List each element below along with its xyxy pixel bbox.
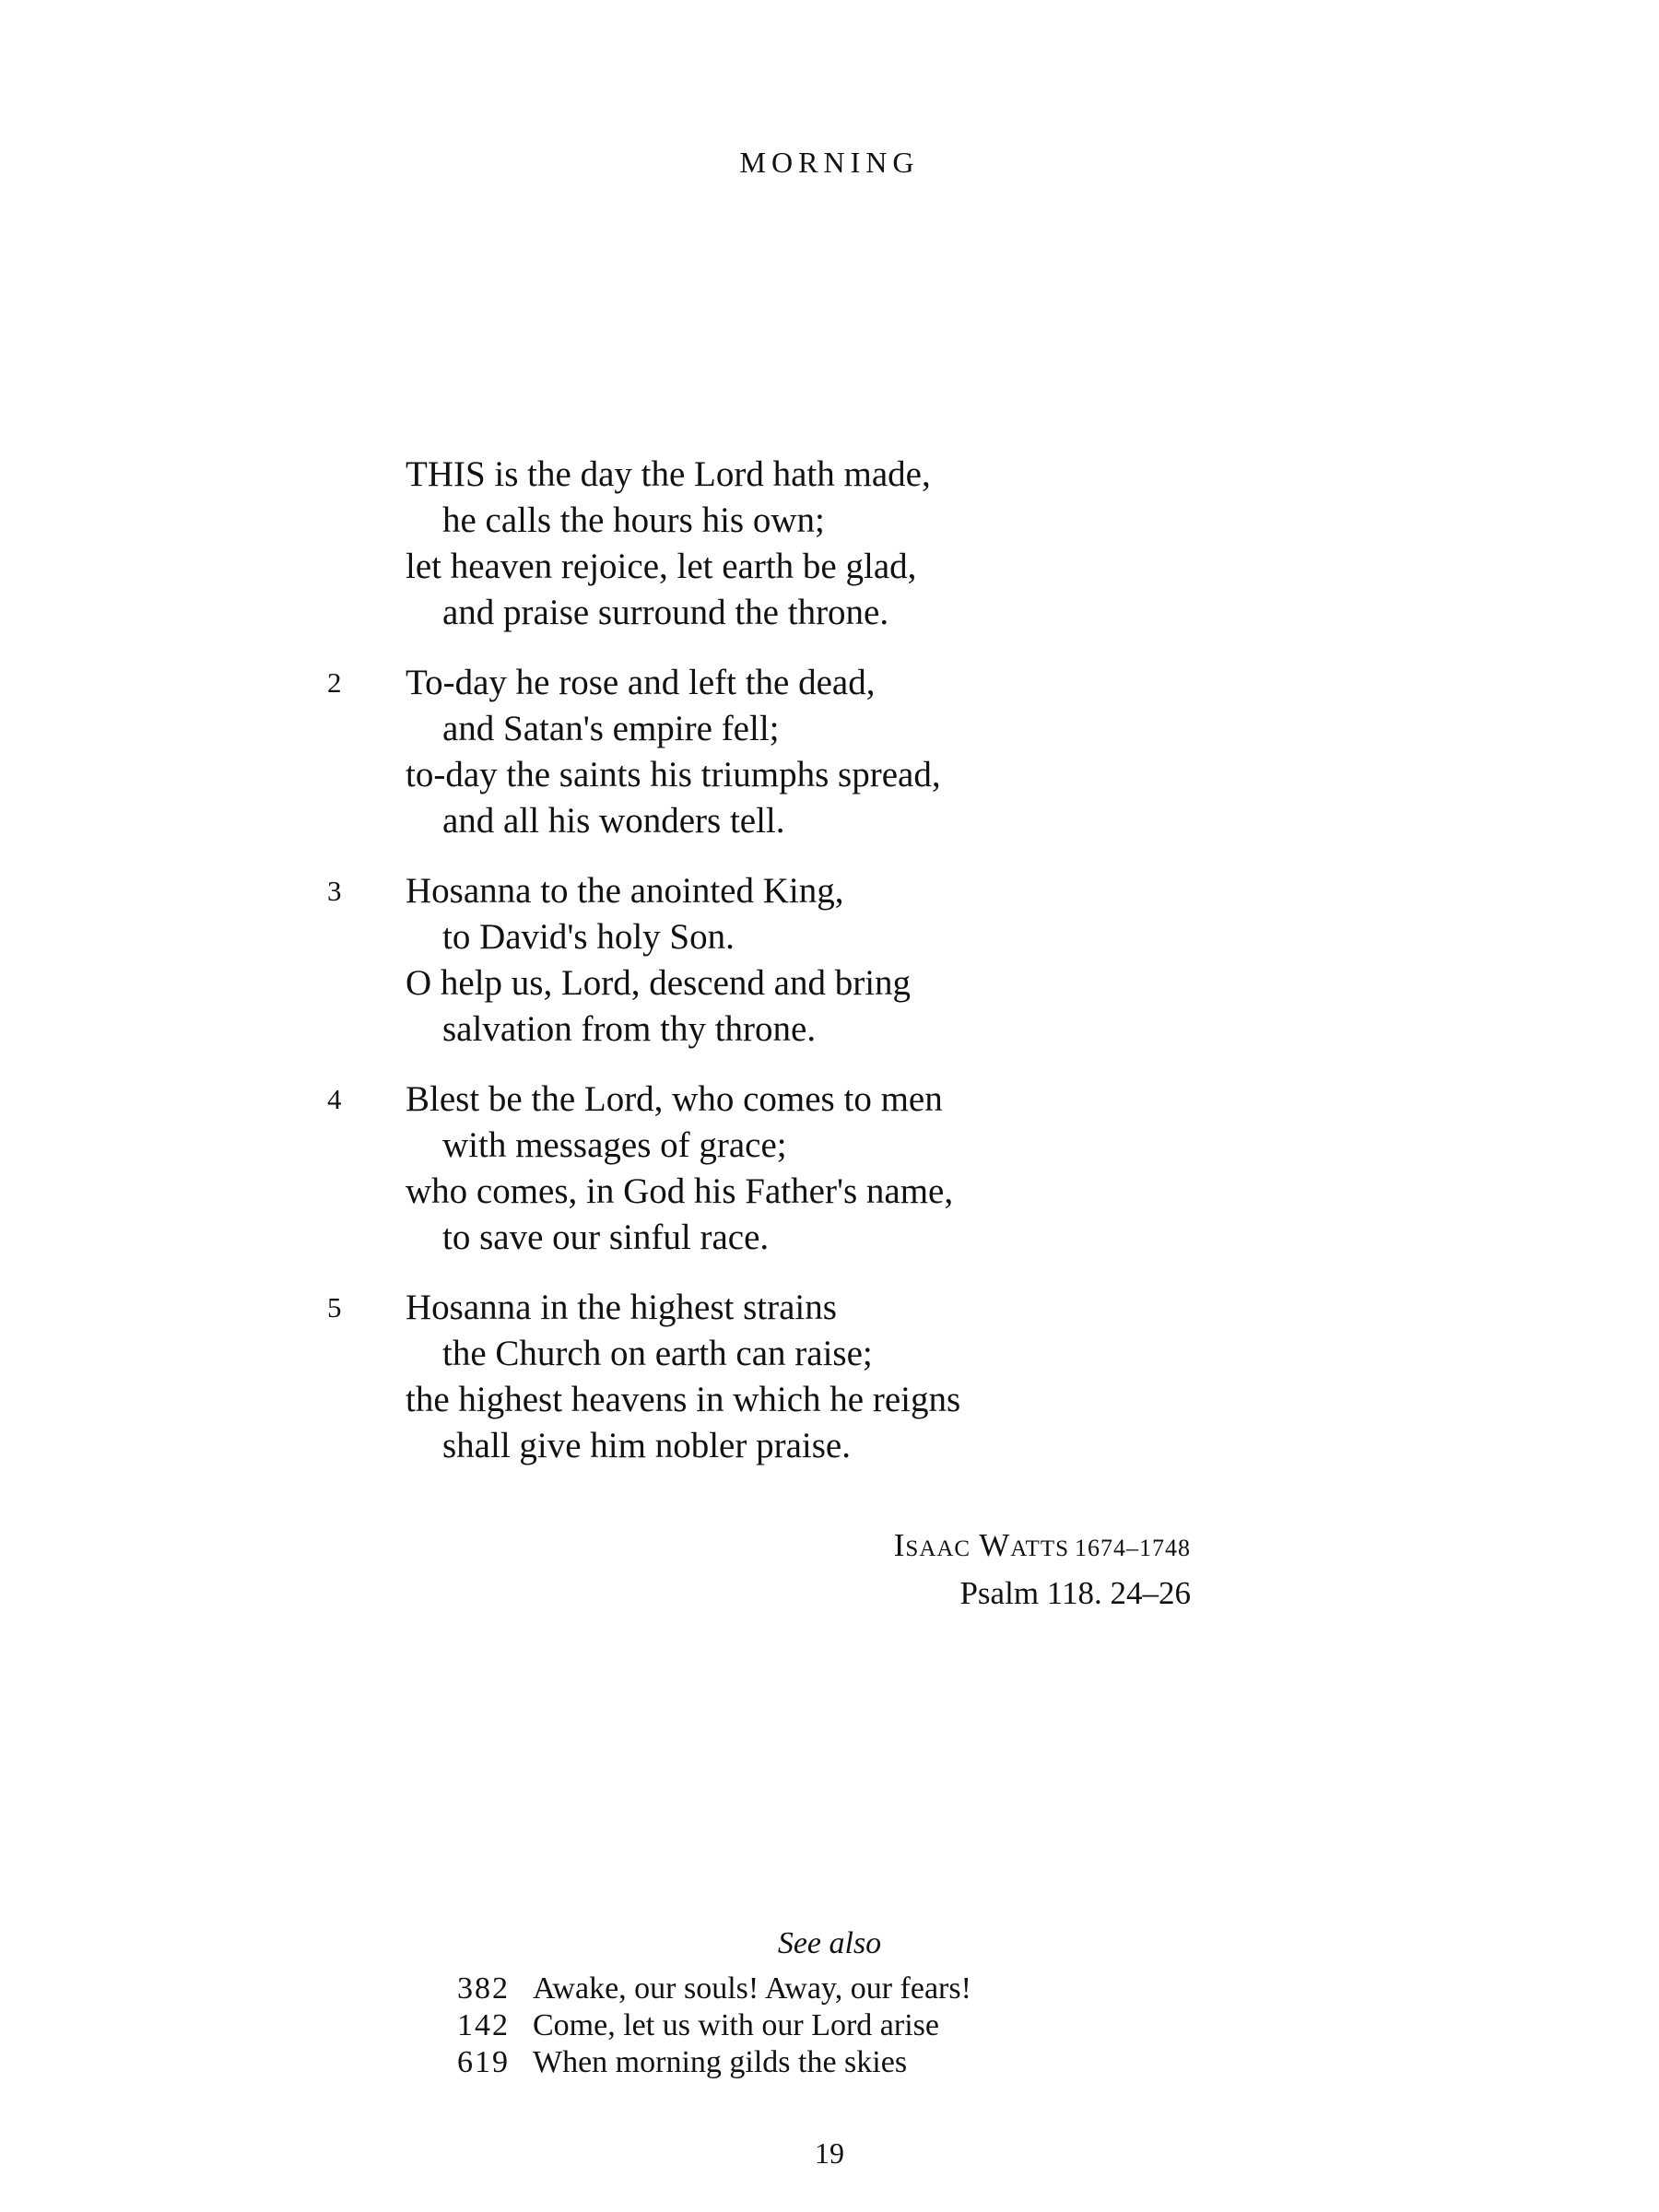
verse-line: the highest heavens in which he reigns xyxy=(406,1380,961,1419)
verse-line: with messages of grace; xyxy=(442,1125,787,1165)
verse-number: 5 xyxy=(327,1291,342,1324)
verse-line: O help us, Lord, descend and bring xyxy=(406,963,912,1003)
hymn-number: 142 xyxy=(457,2008,510,2042)
verse-line: and all his wonders tell. xyxy=(442,801,785,841)
verse-line: to-day the saints his triumphs spread, xyxy=(406,755,941,794)
verse-line: to save our sinful race. xyxy=(442,1218,770,1257)
author-line xyxy=(793,1523,1191,1571)
verse-line: Hosanna in the highest strains xyxy=(406,1288,837,1327)
author-name: Isaac Watts xyxy=(893,1527,1069,1563)
verse-number: 3 xyxy=(327,875,342,907)
verse-line: he calls the hours his own; xyxy=(442,500,825,540)
verse-line: the Church on earth can raise; xyxy=(442,1334,873,1373)
verse-4 xyxy=(327,1077,1161,1261)
verse-number: 2 xyxy=(327,666,342,699)
author-dates: 1674–1748 xyxy=(1075,1535,1191,1561)
verse-number: 4 xyxy=(327,1083,342,1115)
section-title: MORNING xyxy=(739,146,920,179)
scripture-source: Psalm 118. 24–26 xyxy=(959,1575,1191,1611)
hymn-number: 619 xyxy=(457,2045,510,2079)
hymn-first-line: Come, let us with our Lord arise xyxy=(533,2008,939,2042)
verse-line: To-day he rose and left the dead, xyxy=(406,663,876,702)
verse-3 xyxy=(327,868,1161,1053)
verse-1 xyxy=(332,452,1161,636)
verse-line: let heaven rejoice, let earth be glad, xyxy=(406,547,917,586)
hymn-number: 382 xyxy=(457,1971,510,2006)
see-also-title: See also xyxy=(777,1926,882,1960)
see-also-item xyxy=(457,2007,971,2044)
attribution xyxy=(793,1523,1191,1616)
page-number: 19 xyxy=(815,2136,844,2170)
verse-2 xyxy=(327,660,1161,844)
verse-line: and praise surround the throne. xyxy=(442,593,889,632)
see-also-item xyxy=(457,2044,971,2081)
see-also-list xyxy=(457,1971,971,2081)
verse-line: who comes, in God his Father's name, xyxy=(406,1171,954,1211)
verse-line: to David's holy Son. xyxy=(442,917,735,957)
hymn-first-line: Awake, our souls! Away, our fears! xyxy=(533,1971,971,2006)
hymn-text xyxy=(327,452,1161,1493)
verse-line: salvation from thy throne. xyxy=(442,1009,817,1049)
see-also-item xyxy=(457,1971,971,2007)
verse-5 xyxy=(327,1285,1161,1469)
hymn-first-line: When morning gilds the skies xyxy=(533,2045,908,2079)
verse-line: Hosanna to the anointed King, xyxy=(406,871,844,911)
verse-line: THIS is the day the Lord hath made, xyxy=(406,454,931,494)
verse-line: shall give him nobler praise. xyxy=(442,1426,851,1465)
verse-line: and Satan's empire fell; xyxy=(442,709,780,748)
verse-line: Blest be the Lord, who comes to men xyxy=(406,1079,943,1119)
